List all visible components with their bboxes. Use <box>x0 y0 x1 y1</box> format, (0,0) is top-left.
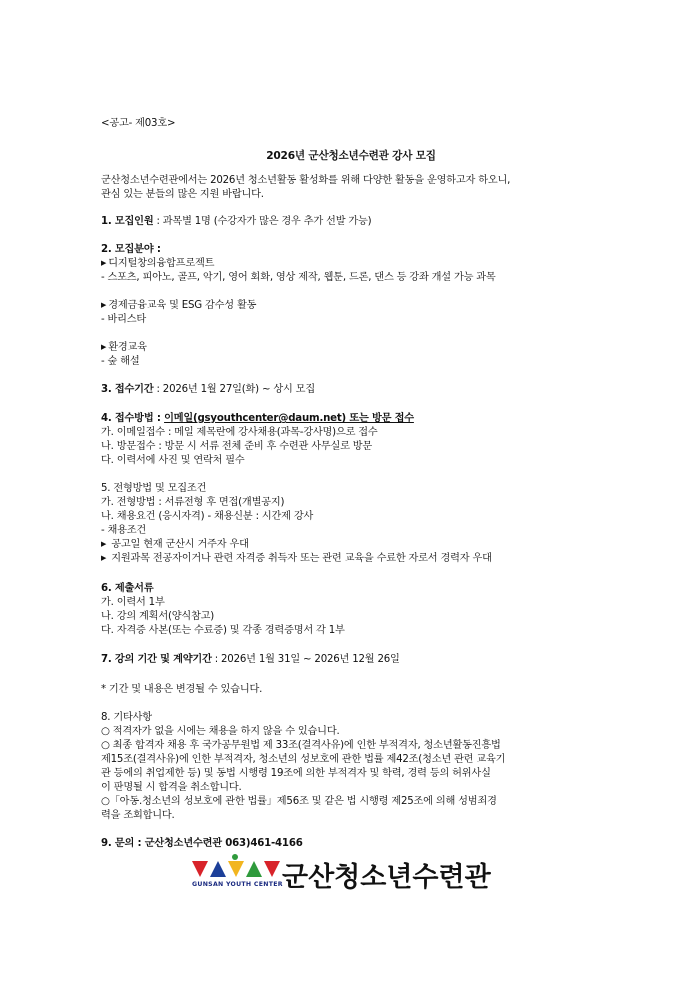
section-documents: 6. 제출서류 <box>101 583 154 594</box>
etc-line: ○ 적격자가 없을 시에는 채용을 하지 않을 수 있습니다. <box>101 726 340 737</box>
field-group-environment <box>101 341 147 355</box>
section-text: : 군산청소년수련관 063)461-4166 <box>134 838 303 849</box>
triangle-bullet-icon: ▶ <box>101 554 107 562</box>
logo-subtitle: GUNSAN YOUTH CENTER <box>192 881 283 888</box>
section-application-period <box>101 383 315 397</box>
etc-line: 이 판명될 시 합격을 취소합니다. <box>101 782 242 793</box>
section-contact <box>101 837 303 851</box>
section-text: : 과목별 1명 (수강자가 많은 경우 추가 선발 가능) <box>153 216 372 227</box>
triangle-bullet-icon: ▶ <box>101 343 107 351</box>
selection-line: 나. 채용요건 (응시자격) - 채용신분 : 시간제 강사 <box>101 511 314 522</box>
document-line: 나. 강의 계획서(양식참고) <box>101 611 215 622</box>
document-line: 다. 자격증 사본(또는 수료증) 및 각종 경력증명서 각 1부 <box>101 625 345 636</box>
method-line: 다. 이력서에 사진 및 연락처 필수 <box>101 455 245 466</box>
field-item: - 스포츠, 피아노, 골프, 악기, 영어 회화, 영상 제작, 웹툰, 드론, 댄스 등 강좌 개설 가능 과목 <box>101 272 496 283</box>
field-group-label: 디지털창의융합프로젝트 <box>108 258 215 269</box>
section-etc: 8. 기타사항 <box>101 712 152 723</box>
section-recruit-field: 2. 모집분야 : <box>101 244 161 255</box>
logo-mark-icon <box>190 853 280 883</box>
section-contract-period <box>101 653 400 667</box>
application-method-text: 이메일(gsyouthcenter@daum.net) 또는 방문 접수 <box>164 413 414 424</box>
selection-line: - 채용조건 <box>101 525 147 536</box>
section-text: : 2026년 1월 31일 ~ 2026년 12월 26일 <box>211 654 400 665</box>
center-logo <box>190 853 520 893</box>
section-selection: 5. 전형방법 및 모집조건 <box>101 483 207 494</box>
etc-line: 력을 조회합니다. <box>101 810 175 821</box>
field-group-finance <box>101 299 256 313</box>
section-label: 9. 문의 <box>101 838 135 849</box>
method-line: 나. 방문접수 : 방문 시 서류 전체 준비 후 수련관 사무실로 방문 <box>101 441 373 452</box>
etc-line: 제15조(결격사유)에 인한 부적격자, 청소년의 성보호에 관한 법률 제42조(청소년 관련 교육기 <box>101 754 506 765</box>
intro-line-1: 군산청소년수련관에서는 2026년 청소년활동 활성화를 위해 다양한 활동을 운영하고자 하오니, <box>101 175 511 186</box>
section-label: 3. 접수기간 <box>101 384 154 395</box>
selection-condition <box>101 538 249 552</box>
field-item: - 숲 해설 <box>101 356 140 367</box>
section-colon: : <box>153 413 165 424</box>
field-group-label: 환경교육 <box>108 342 147 353</box>
field-item: - 바리스타 <box>101 314 147 325</box>
notice-number: <공고- 제03호> <box>101 118 176 129</box>
section-text: : 2026년 1월 27일(화) ~ 상시 모집 <box>153 384 315 395</box>
etc-line: ○「아동.청소년의 성보호에 관한 법률」제56조 및 같은 법 시행령 제25조에 의해 성범죄경 <box>101 796 497 807</box>
document-line: 가. 이력서 1부 <box>101 597 165 608</box>
condition-text: 공고일 현재 군산시 거주자 우대 <box>111 539 249 550</box>
method-line: 가. 이메일접수 : 메일 제목란에 강사채용(과목-강사명)으로 접수 <box>101 427 378 438</box>
intro-line-2: 관심 있는 분들의 많은 지원 바랍니다. <box>101 189 264 200</box>
field-group-label: 경제금융교육 및 ESG 감수성 활동 <box>108 300 257 311</box>
selection-condition <box>101 552 492 566</box>
field-group-digital <box>101 257 214 271</box>
triangle-bullet-icon: ▶ <box>101 540 107 548</box>
section-label: 7. 강의 기간 및 계약기간 <box>101 654 212 665</box>
logo-name: 군산청소년수련관 <box>282 862 491 893</box>
triangle-bullet-icon: ▶ <box>101 259 107 267</box>
selection-line: 가. 전형방법 : 서류전형 후 면접(개별공지) <box>101 497 285 508</box>
etc-line: 관 등에의 취업제한 등) 및 동법 시행령 19조에 의한 부적격자 및 학력, 경력 등의 허위사실 <box>101 768 491 779</box>
section-recruit-count <box>101 215 371 229</box>
page-title: 2026년 군산청소년수련관 강사 모집 <box>266 150 436 162</box>
condition-text: 지원과목 전공자이거나 관련 자격증 취득자 또는 관련 교육을 수료한 자로서 경력자 우대 <box>111 553 492 564</box>
change-note: * 기간 및 내용은 변경될 수 있습니다. <box>101 684 263 695</box>
section-label: 4. 접수방법 <box>101 413 154 424</box>
triangle-bullet-icon: ▶ <box>101 301 107 309</box>
etc-line: ○ 최종 합격자 채용 후 국가공무원법 제 33조(결격사유)에 인한 부적격자, 청소년활동진흥법 <box>101 740 501 751</box>
section-label: 1. 모집인원 <box>101 216 154 227</box>
section-application-method <box>101 412 414 426</box>
